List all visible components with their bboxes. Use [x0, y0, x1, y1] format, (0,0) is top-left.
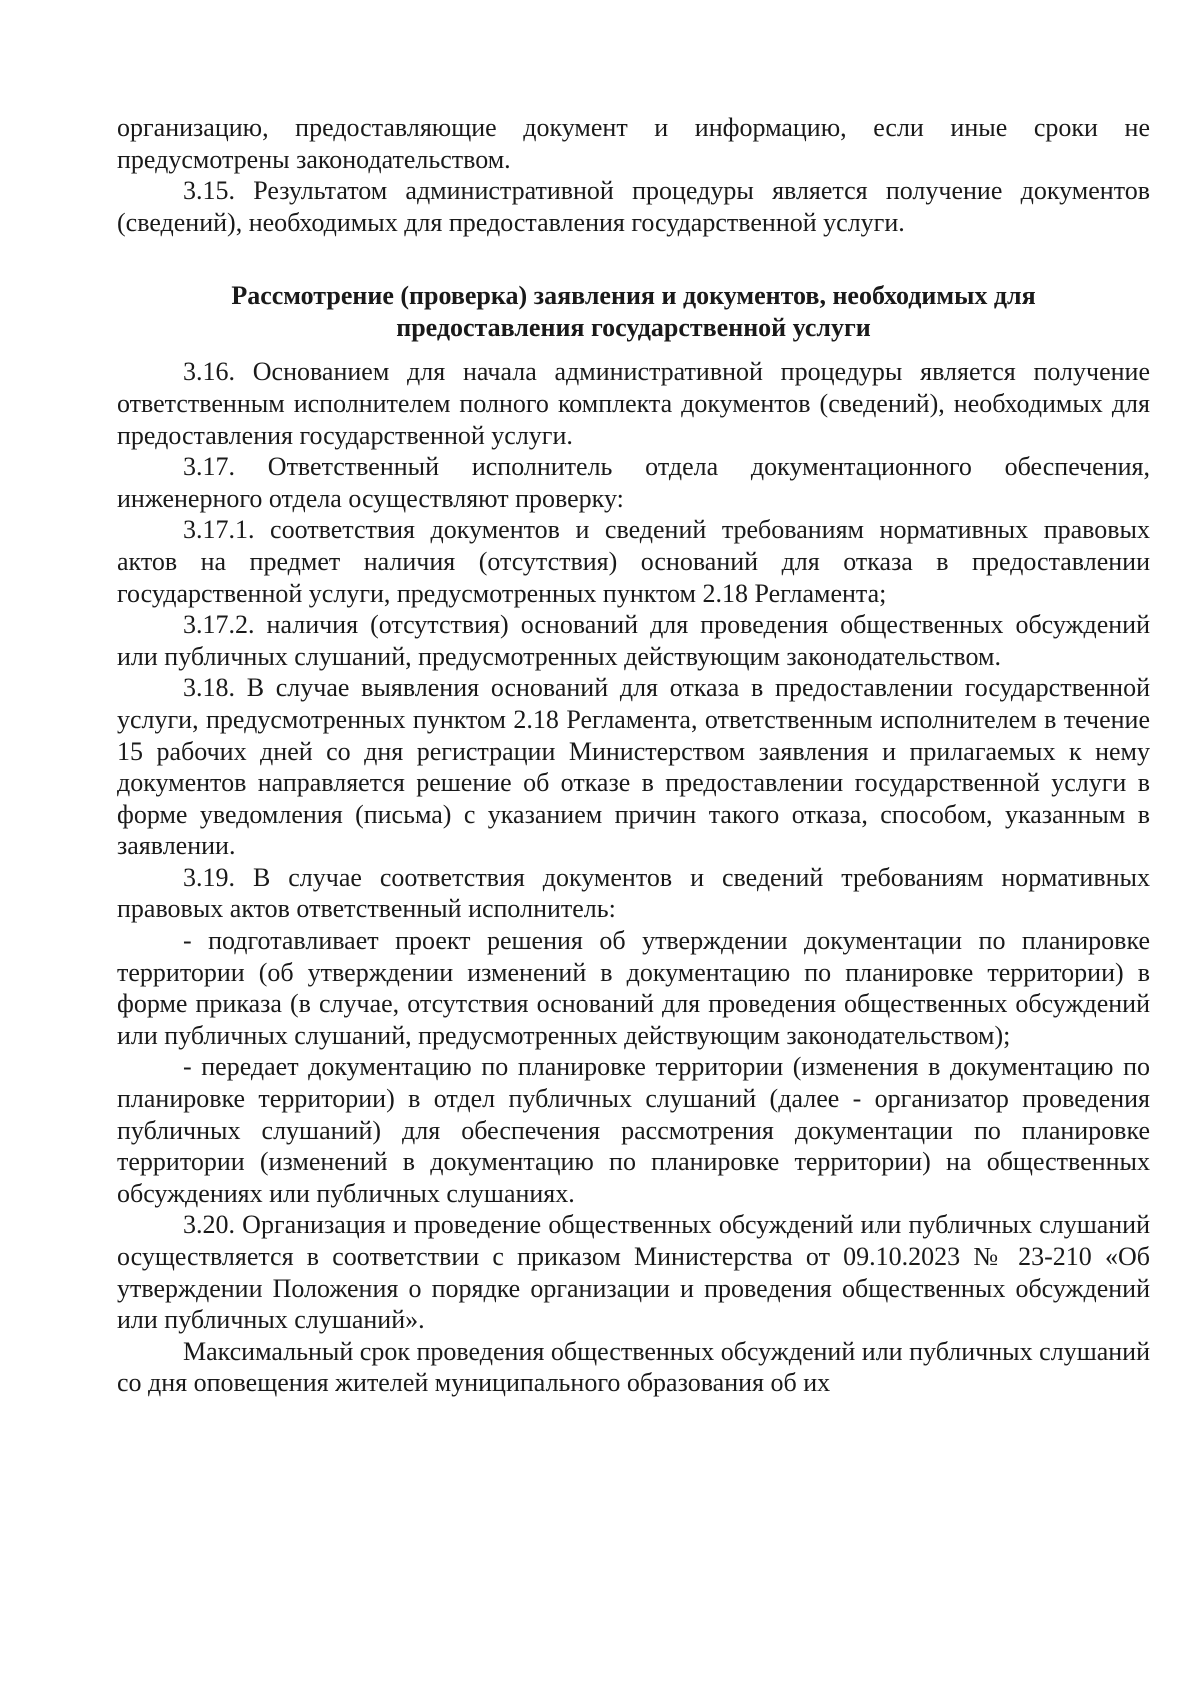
list-item-transfer-documentation: - передает документацию по планировке территории (изменения в документацию по планировке территории) в отдел публичных слушаний (далее - организатор проведения публичных слушаний) для обеспечения рассмотрения документации по планировке территории (изменений в документацию по планировке территории) на общественных обсуждениях или публичных слушаниях.: [117, 1052, 1150, 1208]
paragraph-continuation: организацию, предоставляющие документ и информацию, если иные сроки не предусмотрены законодательством.: [117, 113, 1150, 174]
section-heading-line-1: Рассмотрение (проверка) заявления и документов, необходимых для: [231, 281, 1036, 311]
paragraph-3-17-1: 3.17.1. соответствия документов и сведений требованиям нормативных правовых актов на предмет наличия (отсутствия) оснований для отказа в предоставлении государственной услуги, предусмотренных пунктом 2.18 Регламента;: [117, 515, 1150, 608]
section-heading: [117, 280, 1150, 344]
section-heading-line-2: предоставления государственной услуги: [396, 313, 871, 343]
paragraph-3-19: 3.19. В случае соответствия документов и сведений требованиям нормативных правовых актов ответственный исполнитель:: [117, 862, 1150, 924]
paragraph-3-17: 3.17. Ответственный исполнитель отдела документационного обеспечения, инженерного отдела осуществляют проверку:: [117, 452, 1150, 513]
list-item-prepare-decision: - подготавливает проект решения об утверждении документации по планировке территории (об утверждении изменений в документацию по планировке территории) в форме приказа (в случае, отсутствия оснований для проведения общественных обсуждений или публичных слушаний, предусмотренных действующим законодательством);: [117, 926, 1150, 1050]
paragraph-3-17-2: 3.17.2. наличия (отсутствия) оснований для проведения общественных обсуждений или публичных слушаний, предусмотренных действующим законодательством.: [117, 610, 1150, 671]
paragraph-3-15: 3.15. Результатом административной процедуры является получение документов (сведений), необходимых для предоставления государственной услуги.: [117, 176, 1150, 237]
paragraph-3-18: 3.18. В случае выявления оснований для отказа в предоставлении государственной услуги, предусмотренных пунктом 2.18 Регламента, ответственным исполнителем в течение 15 рабочих дней со дня регистрации Министерством заявления и прилагаемых к нему документов направляется решение об отказе в предоставлении государственной услуги в форме уведомления (письма) с указанием причин такого отказа, способом, указанным в заявлении.: [117, 673, 1150, 861]
paragraph-3-16: 3.16. Основанием для начала административной процедуры является получение ответственным исполнителем полного комплекта документов (сведений), необходимых для предоставления государственной услуги.: [117, 357, 1150, 450]
paragraph-3-20: 3.20. Организация и проведение общественных обсуждений или публичных слушаний осуществляется в соответствии с приказом Министерства от 09.10.2023 № 23-210 «Об утверждении Положения о порядке организации и проведения общественных обсуждений или публичных слушаний».: [117, 1210, 1150, 1335]
document-page: [117, 112, 1150, 1399]
paragraph-max-term: Максимальный срок проведения общественных обсуждений или публичных слушаний со дня оповещения жителей муниципального образования об их: [117, 1336, 1150, 1398]
